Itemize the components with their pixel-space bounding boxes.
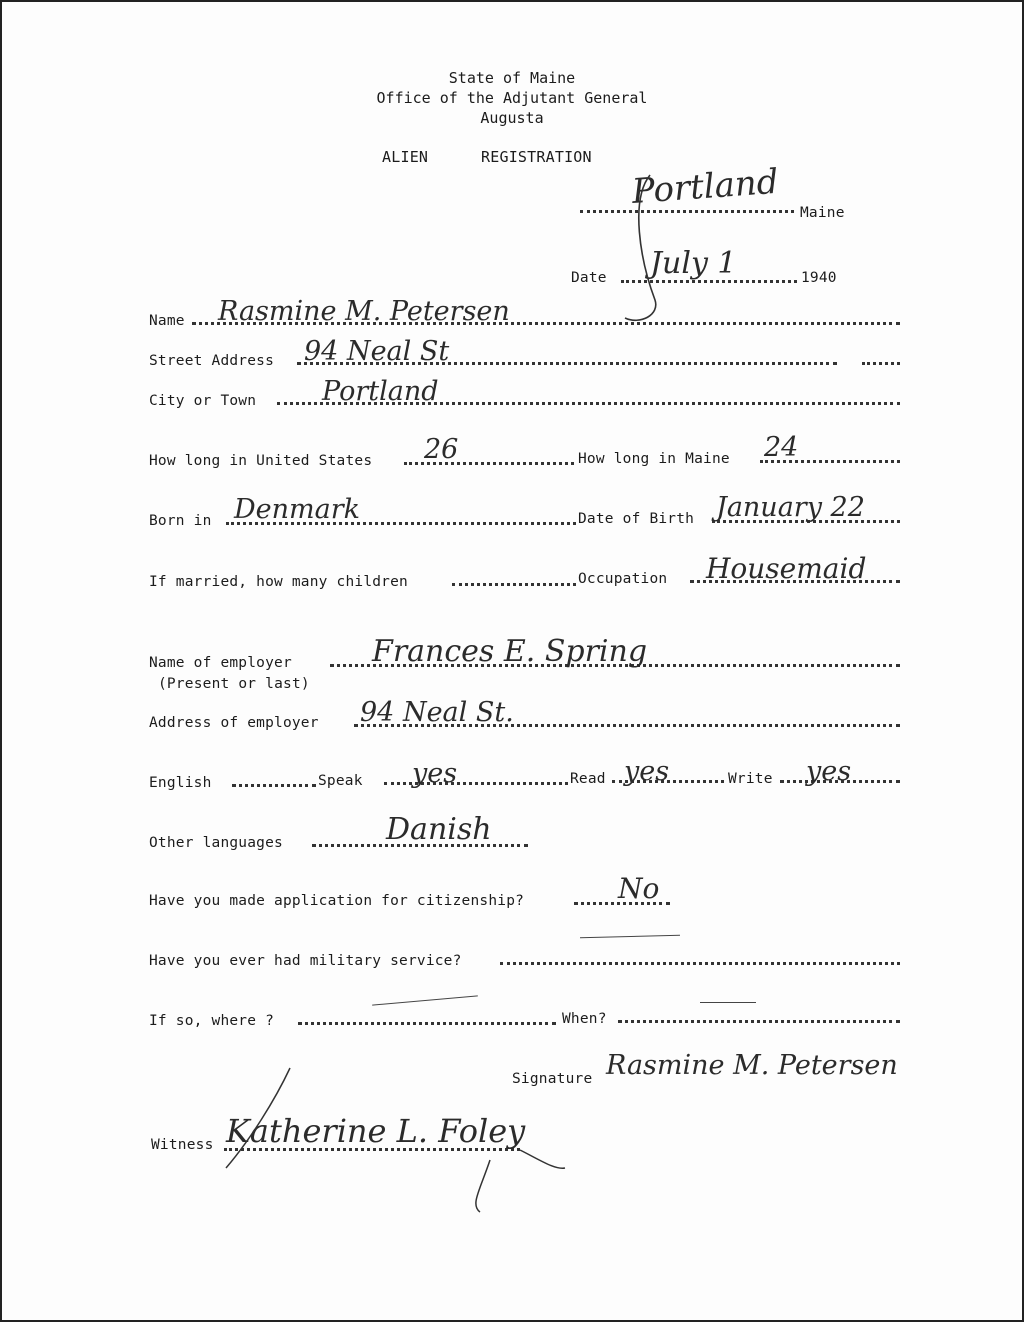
signature-label: Signature <box>512 1071 593 1087</box>
street-label: Street Address <box>149 353 275 369</box>
speak-value: yes <box>412 758 458 789</box>
employer-sub: (Present or last) <box>158 676 310 692</box>
name-label: Name <box>149 313 185 329</box>
header-city: Augusta <box>480 109 544 127</box>
date-label: Date <box>571 270 607 286</box>
born-label: Born in <box>149 513 212 529</box>
read-value: yes <box>624 756 670 787</box>
maine-value: 24 <box>764 432 799 463</box>
emp-addr-label: Address of employer <box>149 715 319 731</box>
header-office: Office of the Adjutant General <box>376 89 648 107</box>
name-value: Rasmine M. Petersen <box>218 296 510 327</box>
english-label: English <box>149 775 212 791</box>
emp-addr-value: 94 Neal St. <box>360 697 514 728</box>
read-label: Read <box>570 771 606 787</box>
employer-value: Frances E. Spring <box>372 634 648 669</box>
witness-label: Witness <box>151 1137 214 1153</box>
city-value: Portland <box>322 376 439 407</box>
occupation-value: Housemaid <box>706 552 867 585</box>
date-value: July 1 <box>650 246 737 281</box>
citizenship-label: Have you made application for citizenship? <box>149 893 525 909</box>
signature-value: Rasmine M. Petersen <box>606 1050 898 1081</box>
write-label: Write <box>728 771 773 787</box>
place-value: Portland <box>630 161 780 212</box>
citizenship-value: No <box>618 872 660 905</box>
street-value: 94 Neal St <box>304 336 450 367</box>
city-label: City or Town <box>149 393 257 409</box>
us-value: 26 <box>424 434 459 465</box>
occupation-label: Occupation <box>578 571 668 587</box>
when-label: When? <box>562 1011 607 1027</box>
write-value: yes <box>806 756 852 787</box>
where-label: If so, where ? <box>149 1013 275 1029</box>
witness-value: Katherine L. Foley <box>226 1112 526 1150</box>
header-registration: REGISTRATION <box>481 148 592 166</box>
born-value: Denmark <box>234 494 360 525</box>
header-alien: ALIEN <box>382 148 429 166</box>
place-suffix: Maine <box>800 205 845 221</box>
other-lang-label: Other languages <box>149 835 283 851</box>
military-label: Have you ever had military service? <box>149 953 462 969</box>
dob-label: Date of Birth <box>578 511 695 527</box>
employer-label: Name of employer <box>149 655 292 671</box>
dob-value: January 22 <box>716 492 865 523</box>
maine-label: How long in Maine <box>578 451 730 467</box>
other-lang-value: Danish <box>386 812 492 847</box>
speak-label: Speak <box>318 773 363 789</box>
date-year: 1940 <box>801 270 837 286</box>
header-state: State of Maine <box>448 69 576 87</box>
us-label: How long in United States <box>149 453 373 469</box>
married-label: If married, how many children <box>149 574 408 590</box>
